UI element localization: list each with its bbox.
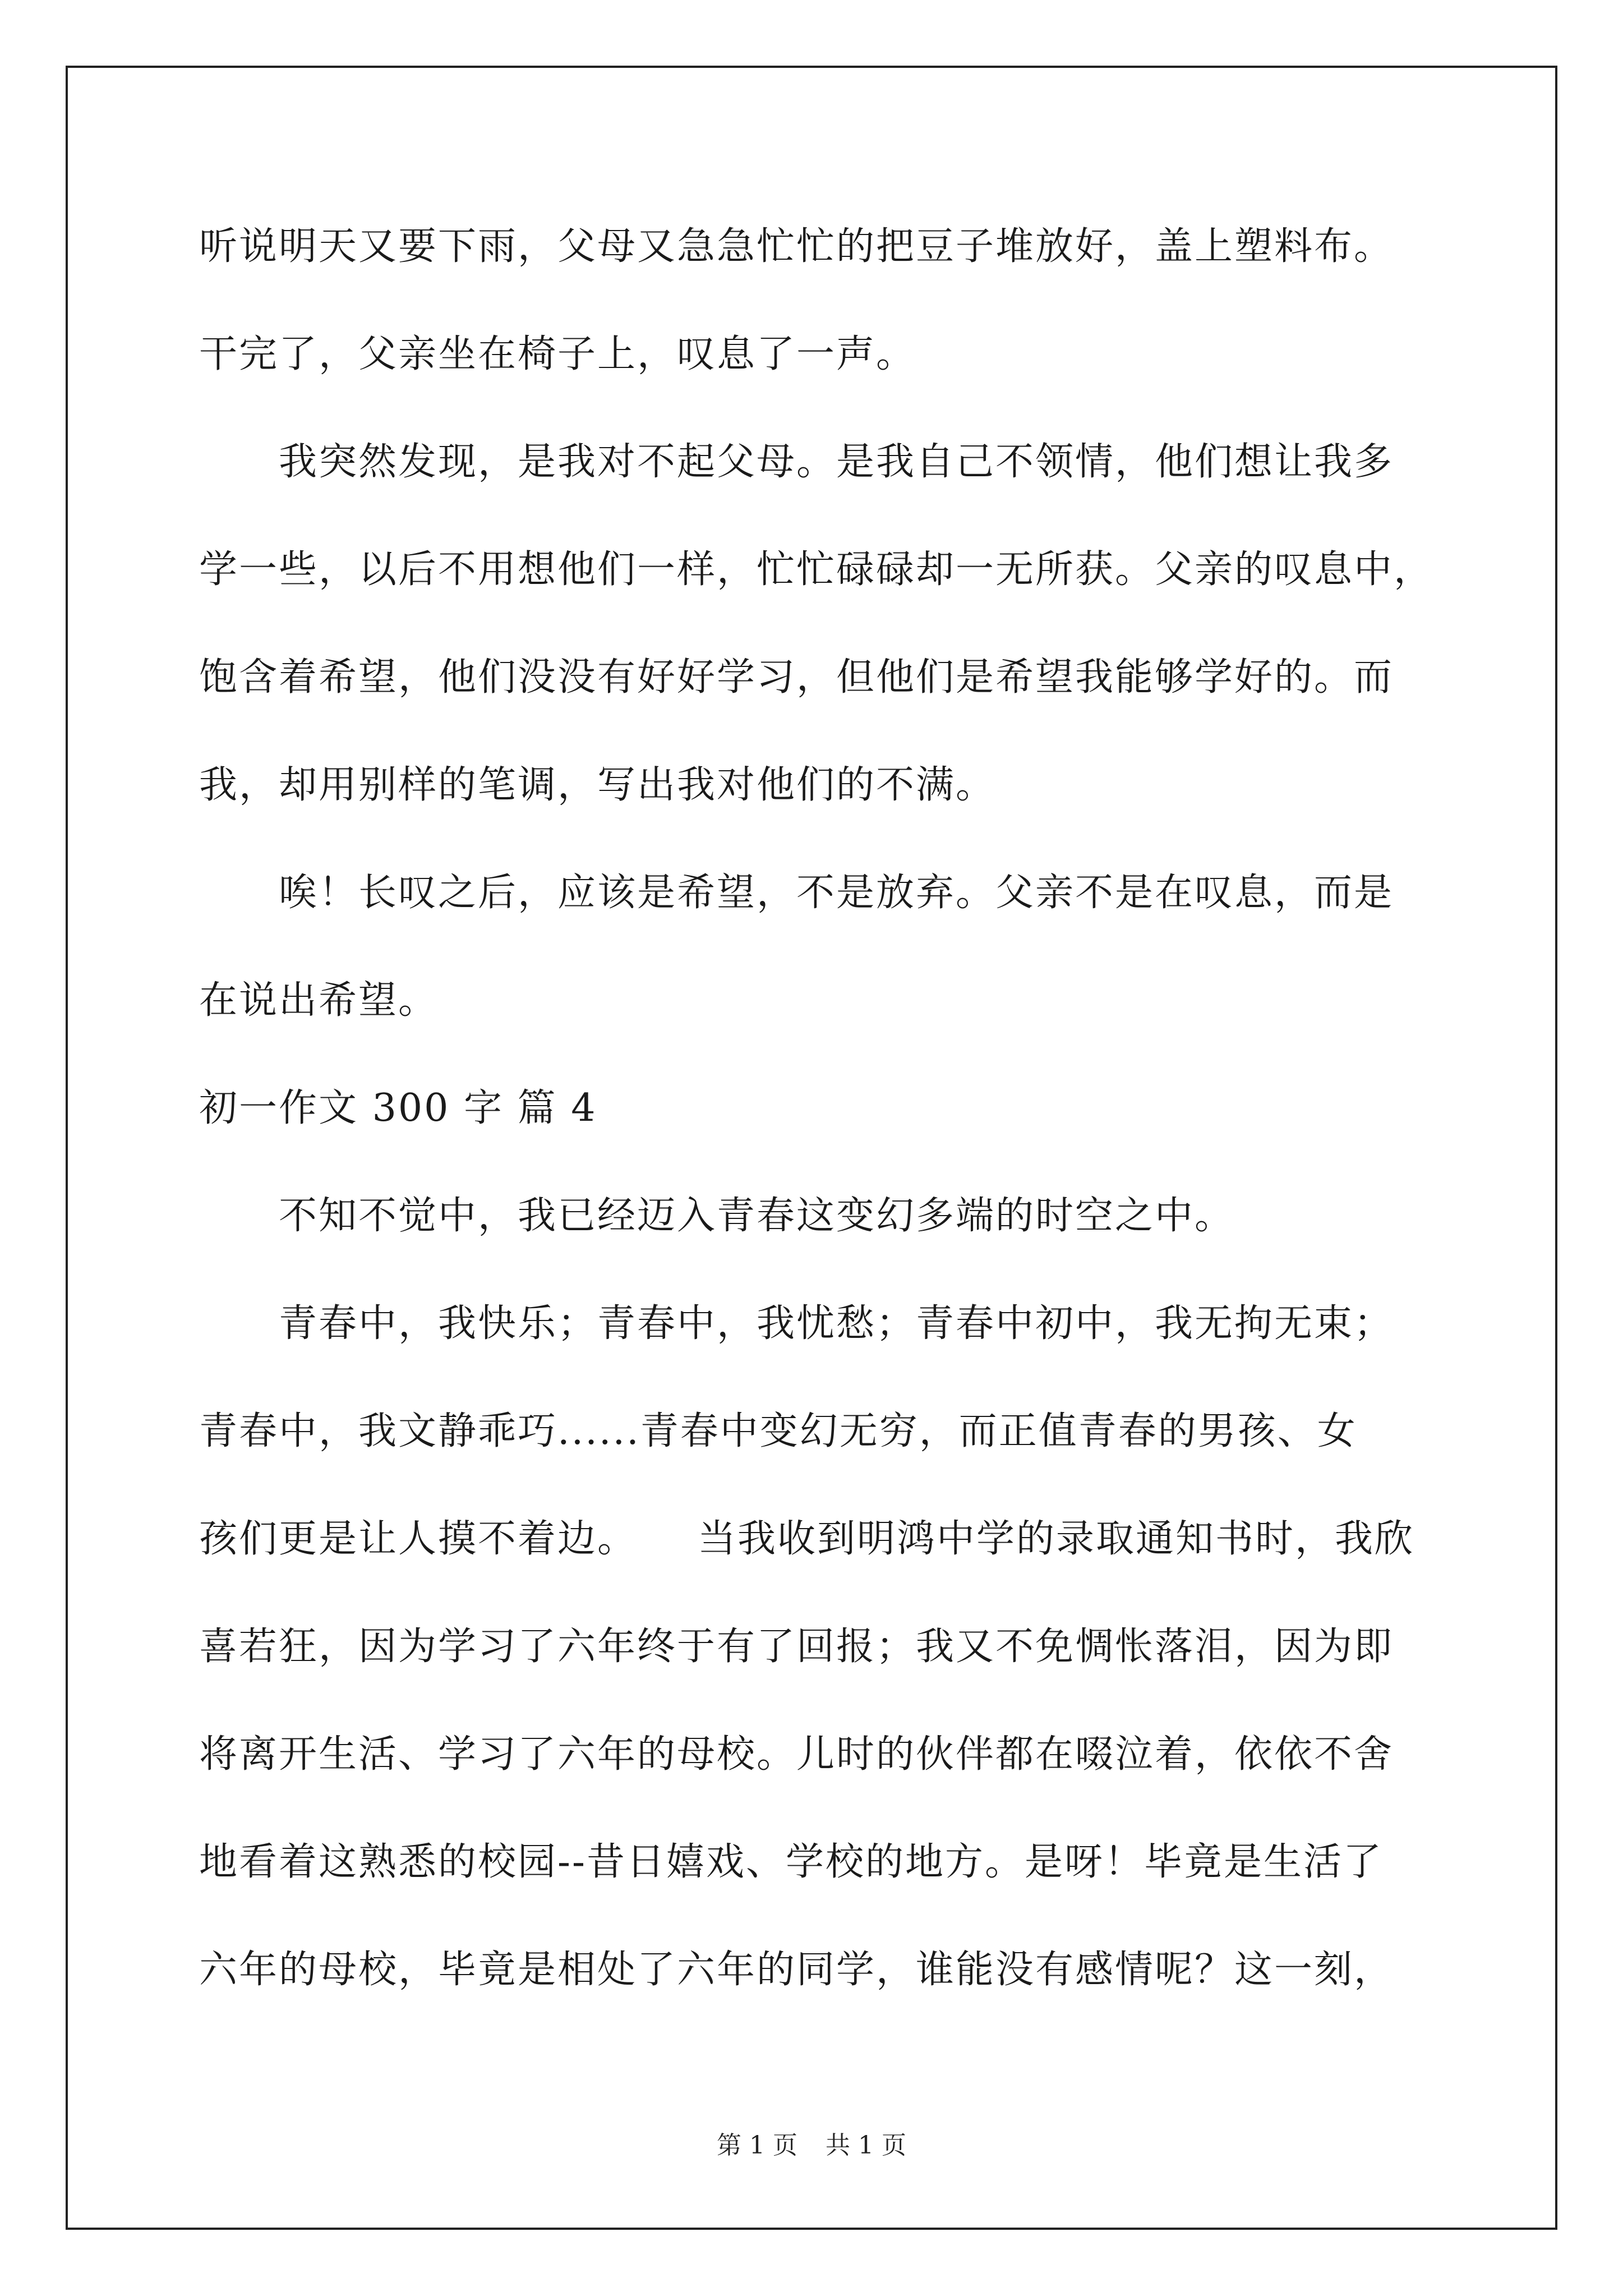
text-line: 在说出希望。 <box>199 978 439 1023</box>
page-border <box>66 66 1557 2230</box>
text-line: 六年的母校，毕竟是相处了六年的同学，谁能没有感情呢？这一刻， <box>199 1948 1394 1992</box>
text-line: 孩们更是让人摸不着边。 当我收到明鸿中学的录取通知书时，我欣 <box>199 1517 1415 1561</box>
page-number-current: 第 1 页 <box>717 2131 797 2160</box>
text-line: 青春中，我快乐；青春中，我忧愁；青春中初中，我无拘无束； <box>199 1301 1394 1346</box>
text-line: 地看着这熟悉的校园--昔日嬉戏、学校的地方。是呀！毕竟是生活了 <box>199 1840 1383 1884</box>
text-line: 学一些，以后不用想他们一样，忙忙碌碌却一无所获。父亲的叹息中， <box>199 547 1434 592</box>
page-footer <box>0 2129 1623 2162</box>
page-number-total: 共 1 页 <box>826 2131 906 2160</box>
text-line: 饱含着希望，他们没没有好好学习，但他们是希望我能够学好的。而 <box>199 655 1394 700</box>
text-line: 听说明天又要下雨，父母又急急忙忙的把豆子堆放好，盖上塑料布。 <box>199 224 1394 269</box>
text-line: 喜若狂，因为学习了六年终于有了回报；我又不免惆怅落泪，因为即 <box>199 1625 1394 1669</box>
text-line: 干完了，父亲坐在椅子上，叹息了一声。 <box>199 332 916 376</box>
section-heading: 初一作文 300 字 篇 4 <box>199 1086 597 1130</box>
text-line: 将离开生活、学习了六年的母校。儿时的伙伴都在啜泣着，依依不舍 <box>199 1732 1394 1777</box>
text-line: 我突然发现，是我对不起父母。是我自己不领情，他们想让我多 <box>199 440 1394 484</box>
text-line: 我，却用别样的笔调，写出我对他们的不满。 <box>199 763 996 807</box>
text-line: 青春中，我文静乖巧......青春中变幻无穷，而正值青春的男孩、女 <box>199 1409 1357 1453</box>
text-line: 唉！长叹之后，应该是希望，不是放弃。父亲不是在叹息，而是 <box>199 871 1394 915</box>
text-line: 不知不觉中，我已经迈入青春这变幻多端的时空之中。 <box>199 1194 1235 1238</box>
